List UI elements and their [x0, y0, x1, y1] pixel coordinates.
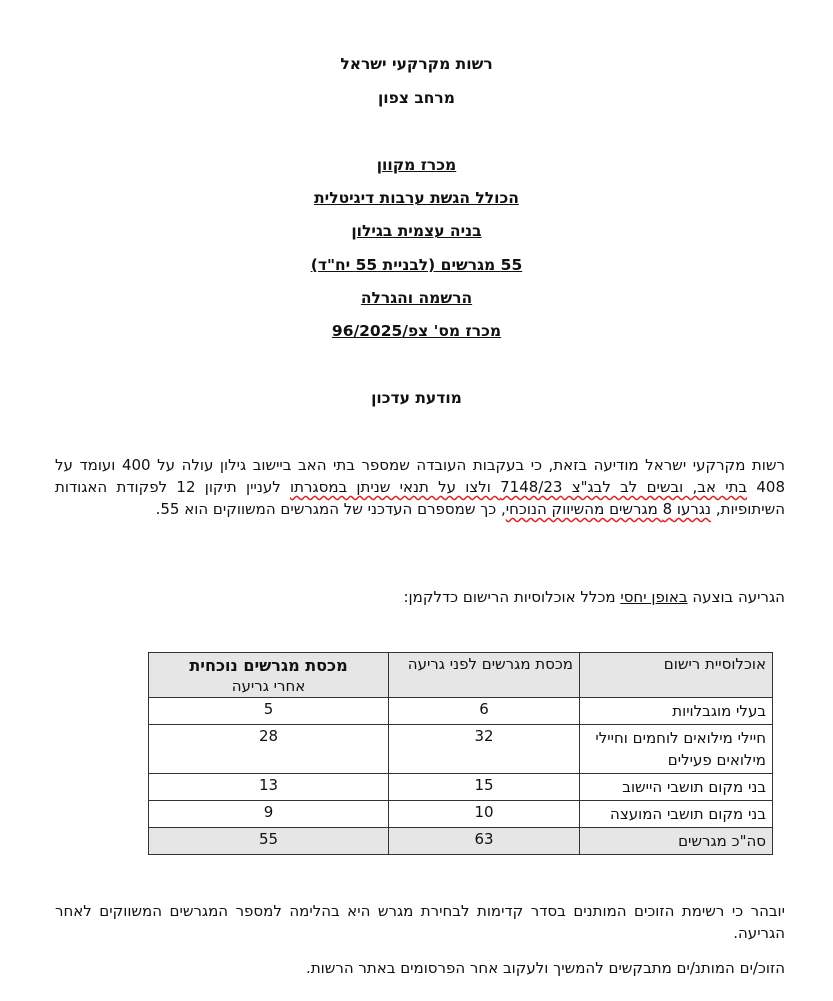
underlined-text: באופן יחסי: [620, 588, 688, 606]
highlighted-text: בתי אב, ובשים לב לבג"צ 7148/23 ולצו על תנאי שניתן במסגרתו: [290, 478, 748, 496]
authority-title: רשות מקרקעי ישראל: [340, 55, 493, 73]
after-cell: 5: [149, 698, 389, 725]
clarification-paragraph: יובהר כי רשימת הזוכים המותנים בסדר קדימות לבחירת מגרש היא בהלימה למספר המגרשים המשווקים לאחר הגריעה.: [55, 902, 785, 942]
paragraph-text: מכלל אוכלוסיות הרישום כדלקמן:: [403, 588, 621, 606]
before-cell: 6: [389, 698, 580, 725]
quota-table: [148, 652, 773, 855]
paragraph-text: הגריעה בוצעה: [687, 588, 785, 606]
population-cell: בני מקום תושבי היישוב: [580, 774, 773, 801]
paragraph-text: רשות מקרקעי ישראל מודיעה בזאת, כי בעקבות העובדה שמספר בתי האב ביישוב גילון עולה על 400 ועומד על 408: [55, 456, 785, 496]
region-title: מרחב צפון: [377, 89, 455, 107]
tender-line-5: הרשמה והגרלה: [360, 289, 473, 307]
total-label-cell: סה"כ מגרשים: [580, 828, 773, 855]
highlighted-text: נגרעו 8 מגרשים מהשיווק הנוכחי: [505, 500, 712, 518]
after-cell: 9: [149, 801, 389, 828]
population-cell: בעלי מוגבלויות: [580, 698, 773, 725]
table-row: [149, 725, 773, 774]
table-row: [149, 698, 773, 725]
total-before-cell: 63: [389, 828, 580, 855]
paragraph-text: , כך שמספרם העדכני של המגרשים המשווקים הוא 55.: [155, 500, 506, 518]
header-current-title: מכסת מגרשים נוכחית: [189, 656, 348, 675]
header-before: מכסת מגרשים לפני גריעה: [389, 653, 580, 698]
paragraph-text: לעניין תיקון 12 לפקודת האגודות השיתופיות,: [55, 478, 785, 518]
table-header-row: [149, 653, 773, 698]
after-cell: 13: [149, 774, 389, 801]
header-current: [149, 653, 389, 698]
followup-paragraph: הזוכ/ים המותנ/ים מתבקשים להמשיך ולעקוב אחר הפרסומים באתר הרשות.: [306, 959, 785, 977]
header-current-sub: אחרי גריעה: [231, 677, 306, 695]
tender-number: מכרז מס' צפ/96/2025: [331, 322, 502, 340]
total-after-cell: 55: [149, 828, 389, 855]
after-cell: 28: [149, 725, 389, 774]
population-cell: חיילי מילואים לוחמים וחיילי מילואים פעילים: [580, 725, 773, 774]
before-cell: 10: [389, 801, 580, 828]
notice-title: מודעת עדכון: [371, 389, 462, 407]
tender-line-2: הכולל הגשת ערבות דיגיטלית: [314, 189, 519, 207]
deduction-paragraph: [55, 586, 785, 608]
tender-line-4: 55 מגרשים (לבניית 55 יח"ד): [310, 256, 523, 274]
header-population: אוכלוסיית רישום: [580, 653, 773, 698]
table-total-row: [149, 828, 773, 855]
table-row: [149, 774, 773, 801]
population-cell: בני מקום תושבי המועצה: [580, 801, 773, 828]
tender-line-3: בניה עצמית בגילון: [351, 222, 482, 240]
before-cell: 32: [389, 725, 580, 774]
before-cell: 15: [389, 774, 580, 801]
table-row: [149, 801, 773, 828]
tender-line-1: מכרז מקוון: [376, 156, 457, 174]
update-paragraph: [55, 454, 785, 520]
